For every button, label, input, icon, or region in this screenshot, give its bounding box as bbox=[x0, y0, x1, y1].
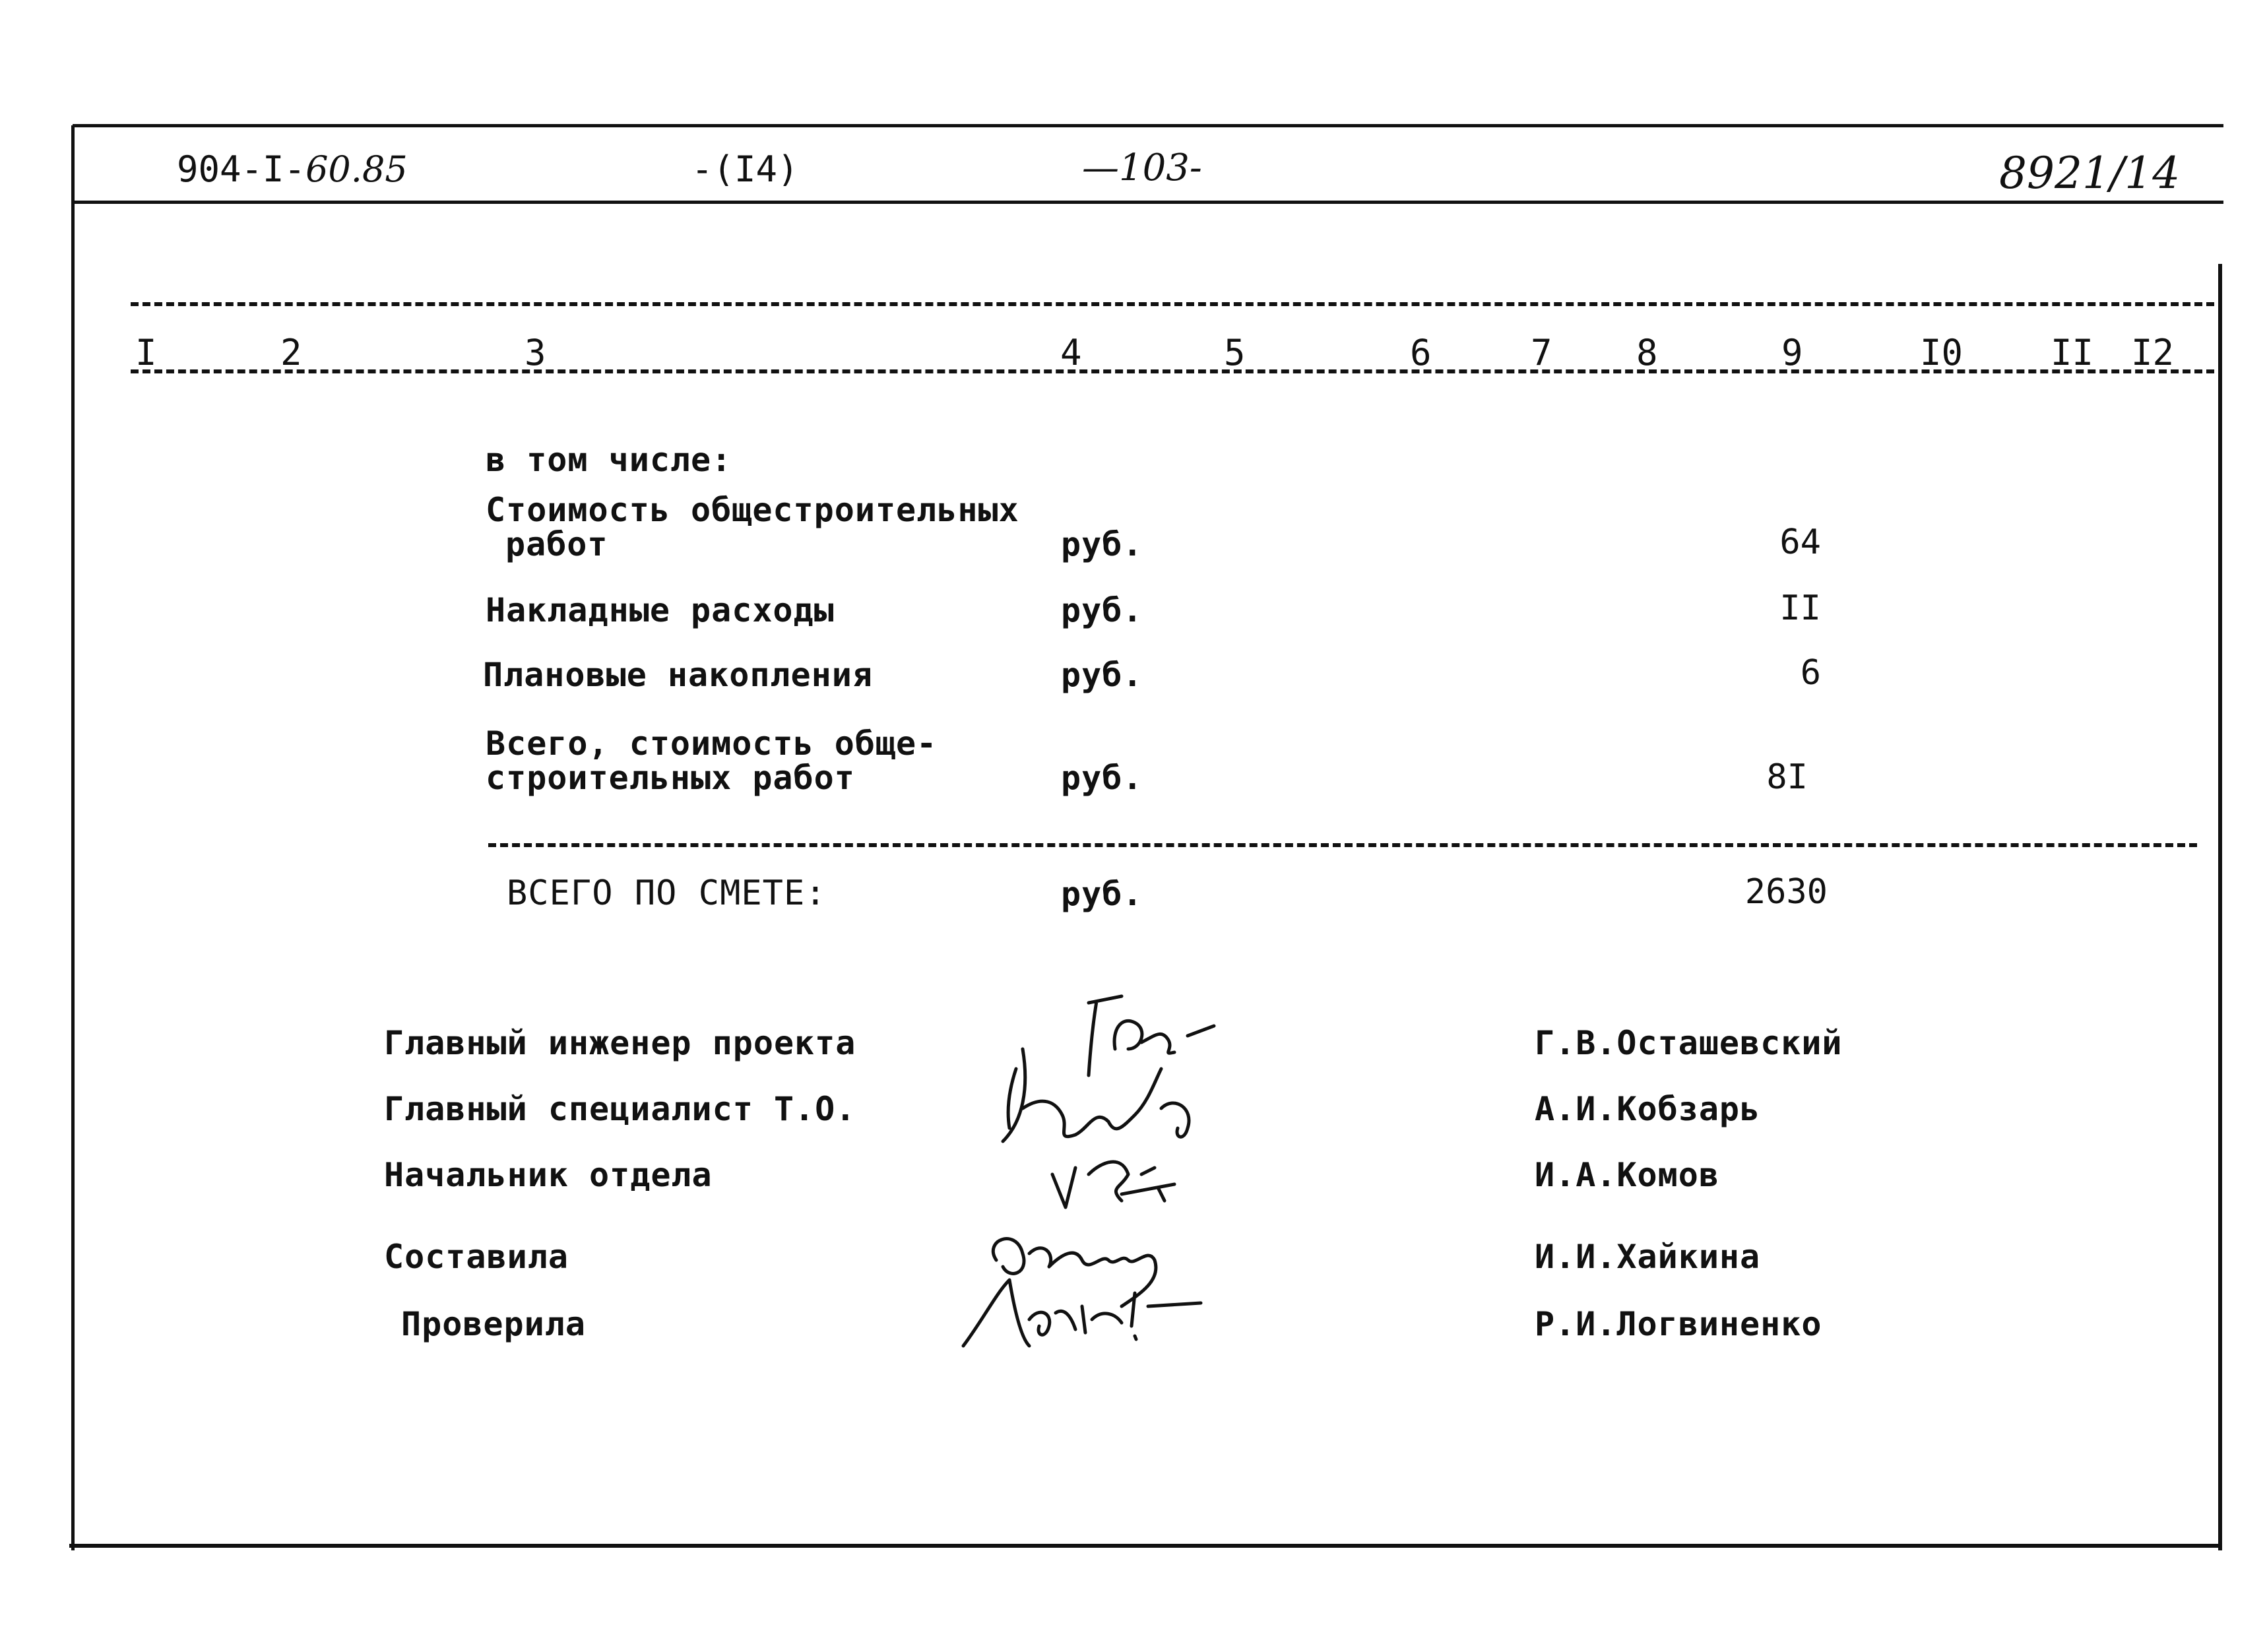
document-code-handwritten: 60.85 bbox=[305, 148, 408, 190]
column-number: 2 bbox=[280, 332, 302, 373]
row-planned-savings-label: Плановые накопления bbox=[483, 656, 873, 694]
archive-number: 8921/14 bbox=[1999, 148, 2181, 199]
total-separator-dashes bbox=[488, 843, 2197, 847]
signatory-name: Г.В.Осташевский bbox=[1535, 1024, 1843, 1062]
signature-department-head bbox=[1052, 1162, 1174, 1207]
row-overhead-value: II bbox=[1779, 588, 1821, 628]
column-row-bottom-dashes bbox=[131, 369, 2214, 373]
column-number: 8 bbox=[1636, 332, 1658, 373]
row-overhead-label: Накладные расходы bbox=[486, 591, 835, 629]
row-subtotal-value: 8I bbox=[1766, 757, 1808, 797]
frame-left-line bbox=[71, 125, 75, 1550]
signatory-position: Главный специалист Т.О. bbox=[384, 1090, 856, 1128]
row-subtotal-unit: руб. bbox=[1061, 759, 1143, 797]
column-number: 4 bbox=[1060, 332, 1082, 373]
row-general-construction-label: Стоимость общестроительных bbox=[486, 491, 1019, 529]
document-code bbox=[177, 148, 408, 190]
page-number: —103- bbox=[1082, 146, 1202, 189]
signatory-name: А.И.Кобзарь bbox=[1535, 1090, 1761, 1128]
signature-chief-engineer bbox=[1089, 996, 1214, 1075]
row-general-construction-unit: руб. bbox=[1061, 525, 1143, 563]
signatory-name: И.И.Хайкина bbox=[1535, 1238, 1761, 1276]
row-overhead-unit: руб. bbox=[1061, 591, 1143, 629]
frame-right-line bbox=[2218, 264, 2222, 1550]
section-number: -(I4) bbox=[691, 148, 799, 190]
row-planned-savings-value: 6 bbox=[1800, 653, 1821, 693]
signature-checker bbox=[963, 1280, 1201, 1346]
signatory-position: Составила bbox=[384, 1238, 569, 1276]
row-subtotal-label: Всего, стоимость обще- bbox=[486, 724, 938, 763]
column-number: II bbox=[2051, 332, 2094, 373]
row-general-construction-value: 64 bbox=[1779, 523, 1821, 562]
document-code-prefix: 904-I- bbox=[177, 148, 306, 190]
column-number: 9 bbox=[1781, 332, 1803, 373]
intro-label: в том числе: bbox=[486, 441, 732, 479]
grand-total-value: 2630 bbox=[1744, 872, 1828, 912]
signatory-name: И.А.Комов bbox=[1535, 1156, 1719, 1194]
row-general-construction-label-cont: работ bbox=[505, 525, 608, 563]
column-row-top-dashes bbox=[131, 302, 2214, 306]
row-subtotal-label-cont: строительных работ bbox=[486, 759, 855, 797]
column-number: 3 bbox=[525, 332, 546, 373]
signatory-name: Р.И.Логвиненко bbox=[1535, 1305, 1822, 1343]
row-planned-savings-unit: руб. bbox=[1061, 656, 1143, 694]
grand-total-unit: руб. bbox=[1061, 875, 1143, 913]
column-number: I2 bbox=[2131, 332, 2175, 373]
column-number: I0 bbox=[1920, 332, 1964, 373]
signatory-position: Начальник отдела bbox=[384, 1156, 713, 1194]
frame-bottom-line bbox=[69, 1544, 2220, 1548]
signatory-position: Главный инженер проекта bbox=[384, 1024, 856, 1062]
handwritten-signatures-image bbox=[924, 976, 1320, 1372]
column-number: 5 bbox=[1224, 332, 1246, 373]
column-number: I bbox=[135, 332, 157, 373]
frame-top-line bbox=[73, 124, 2223, 127]
signatory-position: Проверила bbox=[401, 1305, 586, 1343]
signature-chief-specialist bbox=[1003, 1049, 1189, 1141]
header-bottom-line bbox=[73, 201, 2223, 204]
column-number: 6 bbox=[1410, 332, 1432, 373]
column-number: 7 bbox=[1531, 332, 1552, 373]
signature-compiler bbox=[993, 1239, 1156, 1306]
grand-total-label: ВСЕГО ПО СМЕТЕ: bbox=[507, 874, 827, 913]
